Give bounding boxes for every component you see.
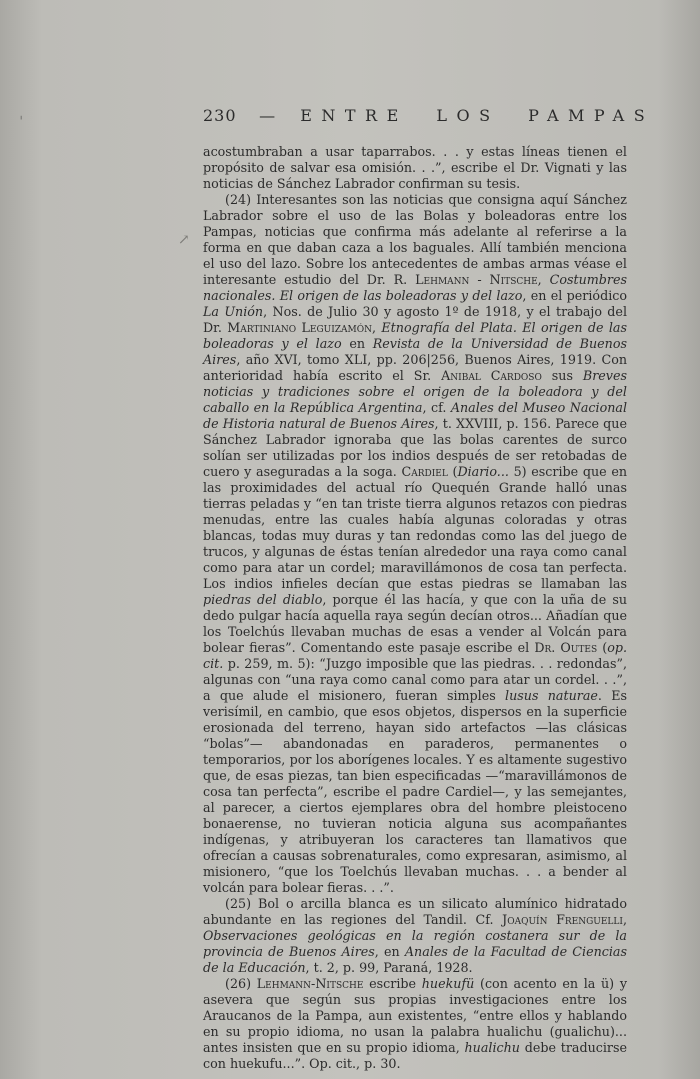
italic-text: Revista de la Universidad de Buenos Aires <box>203 336 627 367</box>
text-run: (26) <box>225 976 257 991</box>
text-run: sus <box>541 368 583 383</box>
italic-text: Anales de la Facultad de Ciencias de la Educación <box>203 944 627 975</box>
text-run: (con acento en la ü) y asevera que según sus propias investigaciones entre los Araucanos de la Pampa, aun existentes, “entre ellos y hablando en su propio idioma, no usan la palabra hualichu (gualichu)... antes insisten que en su propio idioma, <box>203 976 627 1055</box>
author-name: Martiniano Leguizamón <box>227 320 372 335</box>
text-run: , Nos. de Julio 30 y agosto 1º de 1918, y el trabajo del Dr. <box>203 304 628 335</box>
author-name: Cardiel <box>401 464 448 479</box>
text-run: , en el periódico <box>522 288 627 303</box>
text-run: , en <box>374 944 405 959</box>
text-run: p. 259, m. 5): “Juzgo imposible que las piedras. . . redondas”, algunas con “una raya como canal como para atar un cordel. . .”, a que alude el misionero, fueran simples <box>203 656 627 703</box>
text-run: ( <box>597 640 608 655</box>
paragraph-continuation <box>203 144 627 192</box>
author-name: Lehmann - Nitsche <box>415 272 538 287</box>
page-scuff-mark: ↗ <box>178 232 190 248</box>
italic-text: Observaciones geológicas en la región costanera sur de la provincia de Buenos Aires <box>203 928 627 959</box>
running-header <box>203 106 655 125</box>
text-run: , t. 2, p. 99, Paraná, 1928. <box>305 960 473 975</box>
text-run: , <box>537 272 550 287</box>
text-run: debe traducirse con huekufu...”. Op. cit., p. 30. <box>203 1040 627 1071</box>
italic-text: Breves noticias y tradiciones sobre el origen de la boleadora y del caballo en la República Argentina <box>203 368 627 415</box>
italic-text: piedras del diablo <box>203 592 323 607</box>
text-run: (25) Bol o arcilla blanca es un silicato alumínico hidratado abundante en las regiones del Tandil. Cf. <box>203 896 627 927</box>
text-run: , año XVI, tomo XLI, pp. 206|256, Buenos Aires, 1919. Con anterioridad había escrito el Sr. <box>203 352 627 383</box>
running-title: ENTRE LOS PAMPAS <box>300 106 655 125</box>
page-body <box>203 144 627 1072</box>
text-run: ( <box>447 464 458 479</box>
text-run: , t. XXVIII, p. 156. Parece que Sánchez Labrador ignoraba que las bolas carentes de surco solían ser utilizadas por los indios después de ser retobadas de cuero y aseguradas a la soga. <box>203 416 627 479</box>
italic-text: huekufü <box>421 976 475 991</box>
italic-text: Etnografía del Plata. El origen de las boleadoras y el lazo <box>203 320 627 351</box>
author-name: Lehmann-Nitsche <box>256 976 364 991</box>
text-run: , <box>372 320 382 335</box>
text-run: . Es verisímil, en cambio, que esos objetos, dispersos en la superficie erosionada del terreno, hayan sido artefactos —las clásicas “bolas”— abandonadas en paraderos, permanentes o temporarios, por los aborígenes locales. Y es altamente sugestivo que, de esas piezas, tan bien especificadas —“maravillámonos de cosa tan perfecta”, escribe el padre Cardiel—, y las semejantes, al parecer, a ciertos ejemplares obra del hombre pleistoceno bonaerense, no tuvieran noticia alguna sus acompañantes indígenas, y atribuyeran los caracteres tan llamativos que ofrecían a causas sobrenaturales, como expresaran, asimismo, al misionero, “que los Toelchús llevaban muchas. . . a bender al volcán para bolear fieras. . .”. <box>203 688 627 895</box>
italic-text: Anales del Museo Nacional de Historia natural de Buenos Aires <box>203 400 627 431</box>
note-26 <box>203 976 627 1072</box>
text-run: , cf. <box>422 400 451 415</box>
page-number: 230 <box>203 106 237 125</box>
text-run: (24) Interesantes son las noticias que consigna aquí Sánchez Labrador sobre el uso de las Bolas y boleadoras entre los Pampas, noticias que confirma más adelante al referirse a la forma en que daban caza a los baguales. Allí también menciona el uso del lazo. Sobre los antecedentes de ambas armas véase el interesante estudio del Dr. R. <box>203 192 627 287</box>
italic-text: Costumbres nacionales. El origen de las boleadoras y del lazo <box>203 272 627 303</box>
italic-text: hualichu <box>464 1040 520 1055</box>
text-run: en <box>341 336 373 351</box>
author-name: Anibal Cardoso <box>441 368 542 383</box>
text-run: , <box>622 912 627 927</box>
header-dash: — <box>259 106 277 125</box>
note-24 <box>203 192 627 896</box>
author-name: Dr. Outes <box>534 640 598 655</box>
italic-text: lusus naturae <box>505 688 598 703</box>
text-run: 5) escribe que en las proximidades del actual río Quequén Grande halló unas tierras peladas y “en tan triste tierra algunos retazos con piedras menudas, entre las cuales había algunas coloradas y otras blancas, todas muy duras y tan redondas como las del juego de trucos, y algunas de éstas tenían alrededor una raya como canal como para atar un cordel; maravillámonos de cosa tan perfecta. Los indios infieles decían que estas piedras se llamaban las <box>203 464 627 591</box>
author-name: Joaquín Frenguelli <box>502 912 623 927</box>
text-run: , porque él las hacía, y que con la uña de su dedo pulgar hacía aquella raya según decían otros... Añadían que los Toelchús llevaban muchas de esas a vender al Volcán para bolear fieras”. Comentando este pasaje escribe el <box>203 592 627 655</box>
note-25 <box>203 896 627 976</box>
text-run: acostumbraban a usar taparrabos. . . y estas líneas tienen el propósito de salvar esa omisión. . .”, escribe el Dr. Vignati y las noticias de Sánchez Labrador confirman su tesis. <box>203 144 627 191</box>
margin-mark: ˈ <box>19 113 24 132</box>
italic-text: Diario... <box>457 464 509 479</box>
italic-text: op. cit. <box>203 640 628 671</box>
italic-text: La Unión <box>203 304 264 319</box>
text-run: escribe <box>363 976 422 991</box>
